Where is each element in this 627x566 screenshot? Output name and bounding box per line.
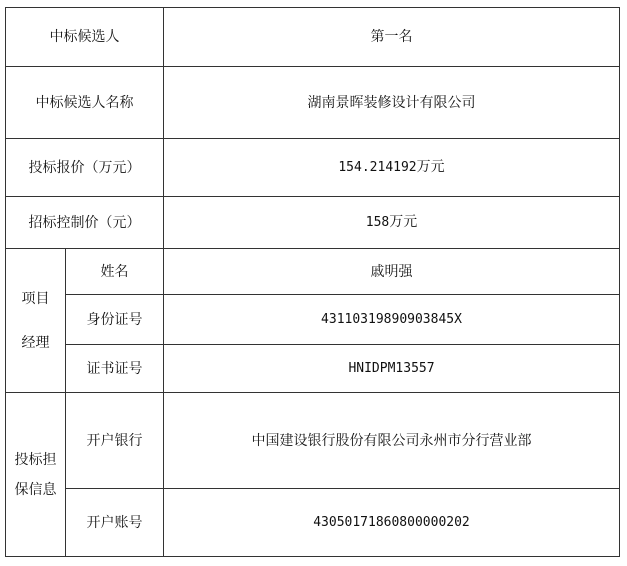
table-row-pm-cert — [6, 345, 620, 393]
account-value: 43050171860800000202 — [313, 515, 470, 530]
project-manager-label-line2: 经理 — [21, 334, 50, 351]
project-manager-label-line1: 项目 — [21, 290, 50, 307]
table-row-guarantee-account — [6, 489, 620, 557]
table-row-pm-name — [6, 249, 620, 295]
control-price-unit: 万元 — [389, 214, 418, 230]
guarantee-label-line1: 投标担 — [14, 451, 57, 468]
candidate-value: 第一名 — [164, 8, 620, 67]
bid-price-label: 投标报价（万元） — [6, 139, 164, 197]
table-row-bid-price — [6, 139, 620, 197]
account-cell — [164, 489, 620, 557]
bid-price-value: 154.214192 — [338, 160, 417, 175]
bid-result-table — [5, 7, 620, 557]
table-row-guarantee-bank — [6, 393, 620, 489]
candidate-name-label: 中标候选人名称 — [6, 67, 164, 139]
pm-id-value: 43110319890903845X — [321, 312, 462, 327]
bid-price-cell — [164, 139, 620, 197]
table-row-candidate-name — [6, 67, 620, 139]
pm-name-value: 戚明强 — [164, 249, 620, 295]
project-manager-group-label — [6, 249, 66, 393]
pm-id-cell — [164, 295, 620, 345]
pm-id-label: 身份证号 — [66, 295, 164, 345]
account-label: 开户账号 — [66, 489, 164, 557]
pm-cert-label: 证书证号 — [66, 345, 164, 393]
bank-label: 开户银行 — [66, 393, 164, 489]
bank-value: 中国建设银行股份有限公司永州市分行营业部 — [164, 393, 620, 489]
control-price-value: 158 — [365, 215, 390, 230]
control-price-cell — [164, 197, 620, 249]
control-price-label: 招标控制价（元） — [6, 197, 164, 249]
candidate-name-value: 湖南景晖装修设计有限公司 — [164, 67, 620, 139]
bid-price-unit: 万元 — [416, 159, 445, 175]
table-row-pm-id — [6, 295, 620, 345]
pm-cert-value: HNIDPM13557 — [348, 361, 435, 376]
table-row-candidate — [6, 8, 620, 67]
guarantee-group-label — [6, 393, 66, 557]
pm-name-label: 姓名 — [66, 249, 164, 295]
guarantee-label-line2: 保信息 — [14, 481, 57, 498]
pm-cert-cell — [164, 345, 620, 393]
table-row-control-price — [6, 197, 620, 249]
candidate-label: 中标候选人 — [6, 8, 164, 67]
